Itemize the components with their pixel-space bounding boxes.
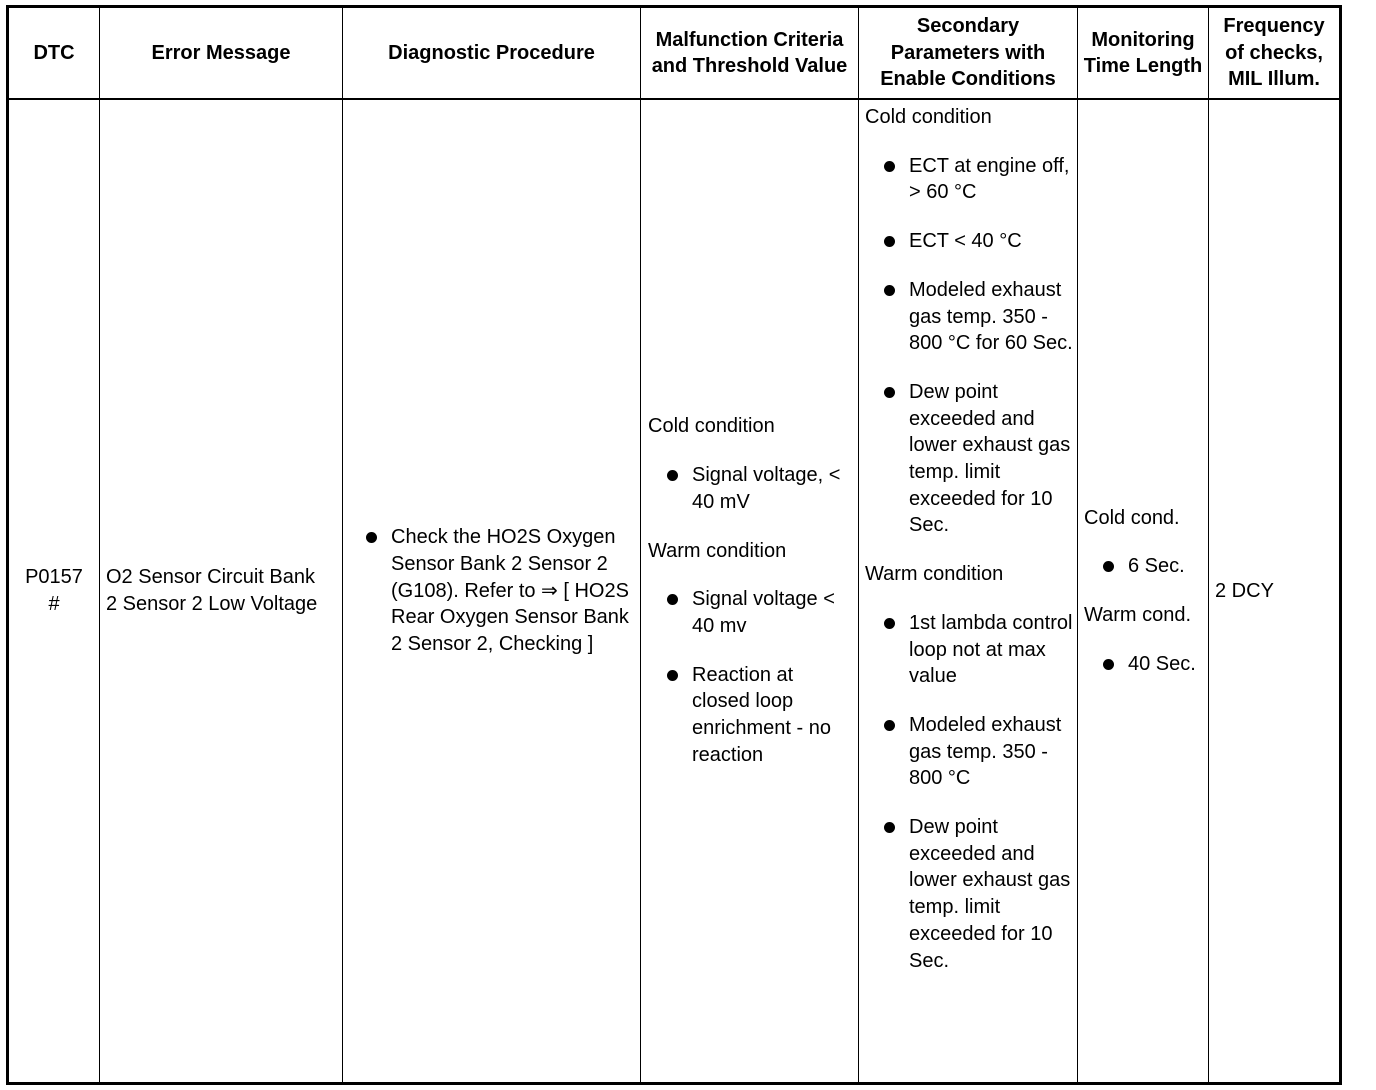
error-message-text: O2 Sensor Circuit Bank 2 Sensor 2 Low Voltage [106,566,318,615]
secondary-warm-list [909,610,1073,974]
secondary-warm-title: Warm condition [865,563,1004,586]
bullet-item: 6 Sec. [1128,553,1206,580]
bullet-item: Dew point exceeded and lower exhaust gas temp. limit exceeded for 10 Sec. [909,379,1073,539]
diagnostic-table [6,5,1342,1085]
header-monitoring-time: Monitoring Time Length [1083,28,1203,77]
cell-frequency [1209,100,1339,1082]
monitoring-cold-title: Cold cond. [1084,506,1180,529]
malfunction-cold-list [692,440,854,515]
dtc-code: P0157 [25,566,83,589]
header-secondary-parameters: Secondary Parameters with Enable Conditions [880,15,1056,91]
monitoring-warm-title: Warm cond. [1084,604,1192,626]
malfunction-cold-title: Cold condition [648,415,775,438]
monitoring-warm-list [1128,629,1206,678]
header-frequency: Frequency of checks, MIL Illum. [1223,15,1325,91]
bullet-item: ECT at engine off, > 60 °C [909,153,1073,206]
secondary-cold-list [909,153,1073,539]
cell-diagnostic-procedure [343,100,640,1082]
bullet-item: Signal voltage < 40 mv [692,586,854,639]
bullet-item: Dew point exceeded and lower exhaust gas temp. limit exceeded for 10 Sec. [909,814,1073,974]
malfunction-warm-list [692,564,854,768]
header-malfunction-criteria: Malfunction Criteria and Threshold Value [651,28,848,77]
malfunction-warm-title: Warm condition [648,539,787,562]
monitoring-cold-list [1128,531,1206,580]
header-dtc: DTC [33,41,75,64]
bullet-item: Reaction at closed loop enrichment - no reaction [692,662,854,769]
bullet-item: 40 Sec. [1128,651,1206,678]
header-diagnostic-procedure: Diagnostic Procedure [388,41,595,64]
cell-dtc [9,100,99,1082]
secondary-cold-title: Cold condition [865,106,992,128]
frequency-text: 2 DCY [1215,579,1274,602]
bullet-item: Modeled exhaust gas temp. 350 - 800 °C for 60 Sec. [909,277,1073,357]
bullet-item: 1st lambda control loop not at max value [909,610,1073,690]
bullet-item: Signal voltage, < 40 mV [692,462,854,515]
dtc-marker: # [48,593,60,615]
diagnostic-procedure-list [391,524,632,658]
cell-monitoring-time [1078,100,1208,1082]
bullet-item: Modeled exhaust gas temp. 350 - 800 °C [909,712,1073,792]
bullet-item: Check the HO2S Oxygen Sensor Bank 2 Sensor 2 (G108). Refer to ⇒ [ HO2S Rear Oxygen Sensor Bank 2 Sensor 2, Checking ] [391,524,632,658]
header-error-message: Error Message [151,41,291,64]
cell-secondary-parameters [859,100,1077,1082]
cell-malfunction-criteria [641,100,858,1082]
bullet-item: ECT < 40 °C [909,228,1073,255]
cell-error-message [100,100,342,1082]
